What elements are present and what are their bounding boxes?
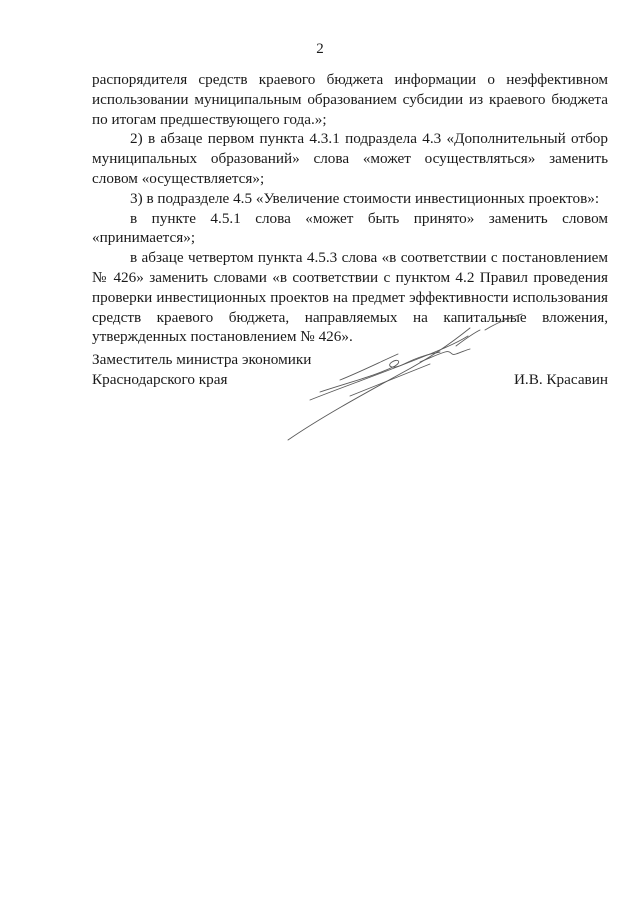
- signatory-name: И.В. Красавин: [513, 370, 608, 388]
- page-number: 2: [316, 41, 324, 57]
- paragraph-item-3: 3) в подразделе 4.5 «Увеличение стоимости инвестиционных проектов»:: [130, 189, 600, 207]
- handwritten-signature: [280, 300, 540, 450]
- paragraph-subitem-4-5-3: в абзаце четвертом пункта 4.5.3 слова «в соответствии с постановлением № 426» заменить словами «в соответствии с пунктом 4.2 Правил проведения проверки инвестиционных проектов на предмет эффективности использования средств краевого бюджета, направляемых на капитальные вложения, утвержденных постановлением № 426».: [92, 249, 608, 346]
- signature-stroke: [320, 352, 440, 392]
- signatory-region: Краснодарского края: [92, 370, 228, 388]
- signature-stroke: [310, 336, 468, 400]
- signature-stroke: [420, 349, 470, 362]
- paragraph-continuation: распорядителя средств краевого бюджета информации о неэффективном использовании муниципальным образованием субсидии из краевого бюджета по итогам предшествующего года.»;: [92, 71, 608, 128]
- paragraph-subitem-4-5-1: в пункте 4.5.1 слова «может быть принято» заменить словом «принимается»;: [92, 209, 608, 247]
- signatory-position: Заместитель министра экономики: [92, 351, 312, 368]
- paragraph-item-2: 2) в абзаце первом пункта 4.3.1 подраздела 4.3 «Дополнительный отбор муниципальных образований» слова «может осуществляться» заменить словом «осуществляется»;: [92, 130, 608, 187]
- signatory-title: [92, 350, 311, 390]
- signature-stroke: [456, 330, 480, 346]
- signature-stroke: [485, 314, 522, 330]
